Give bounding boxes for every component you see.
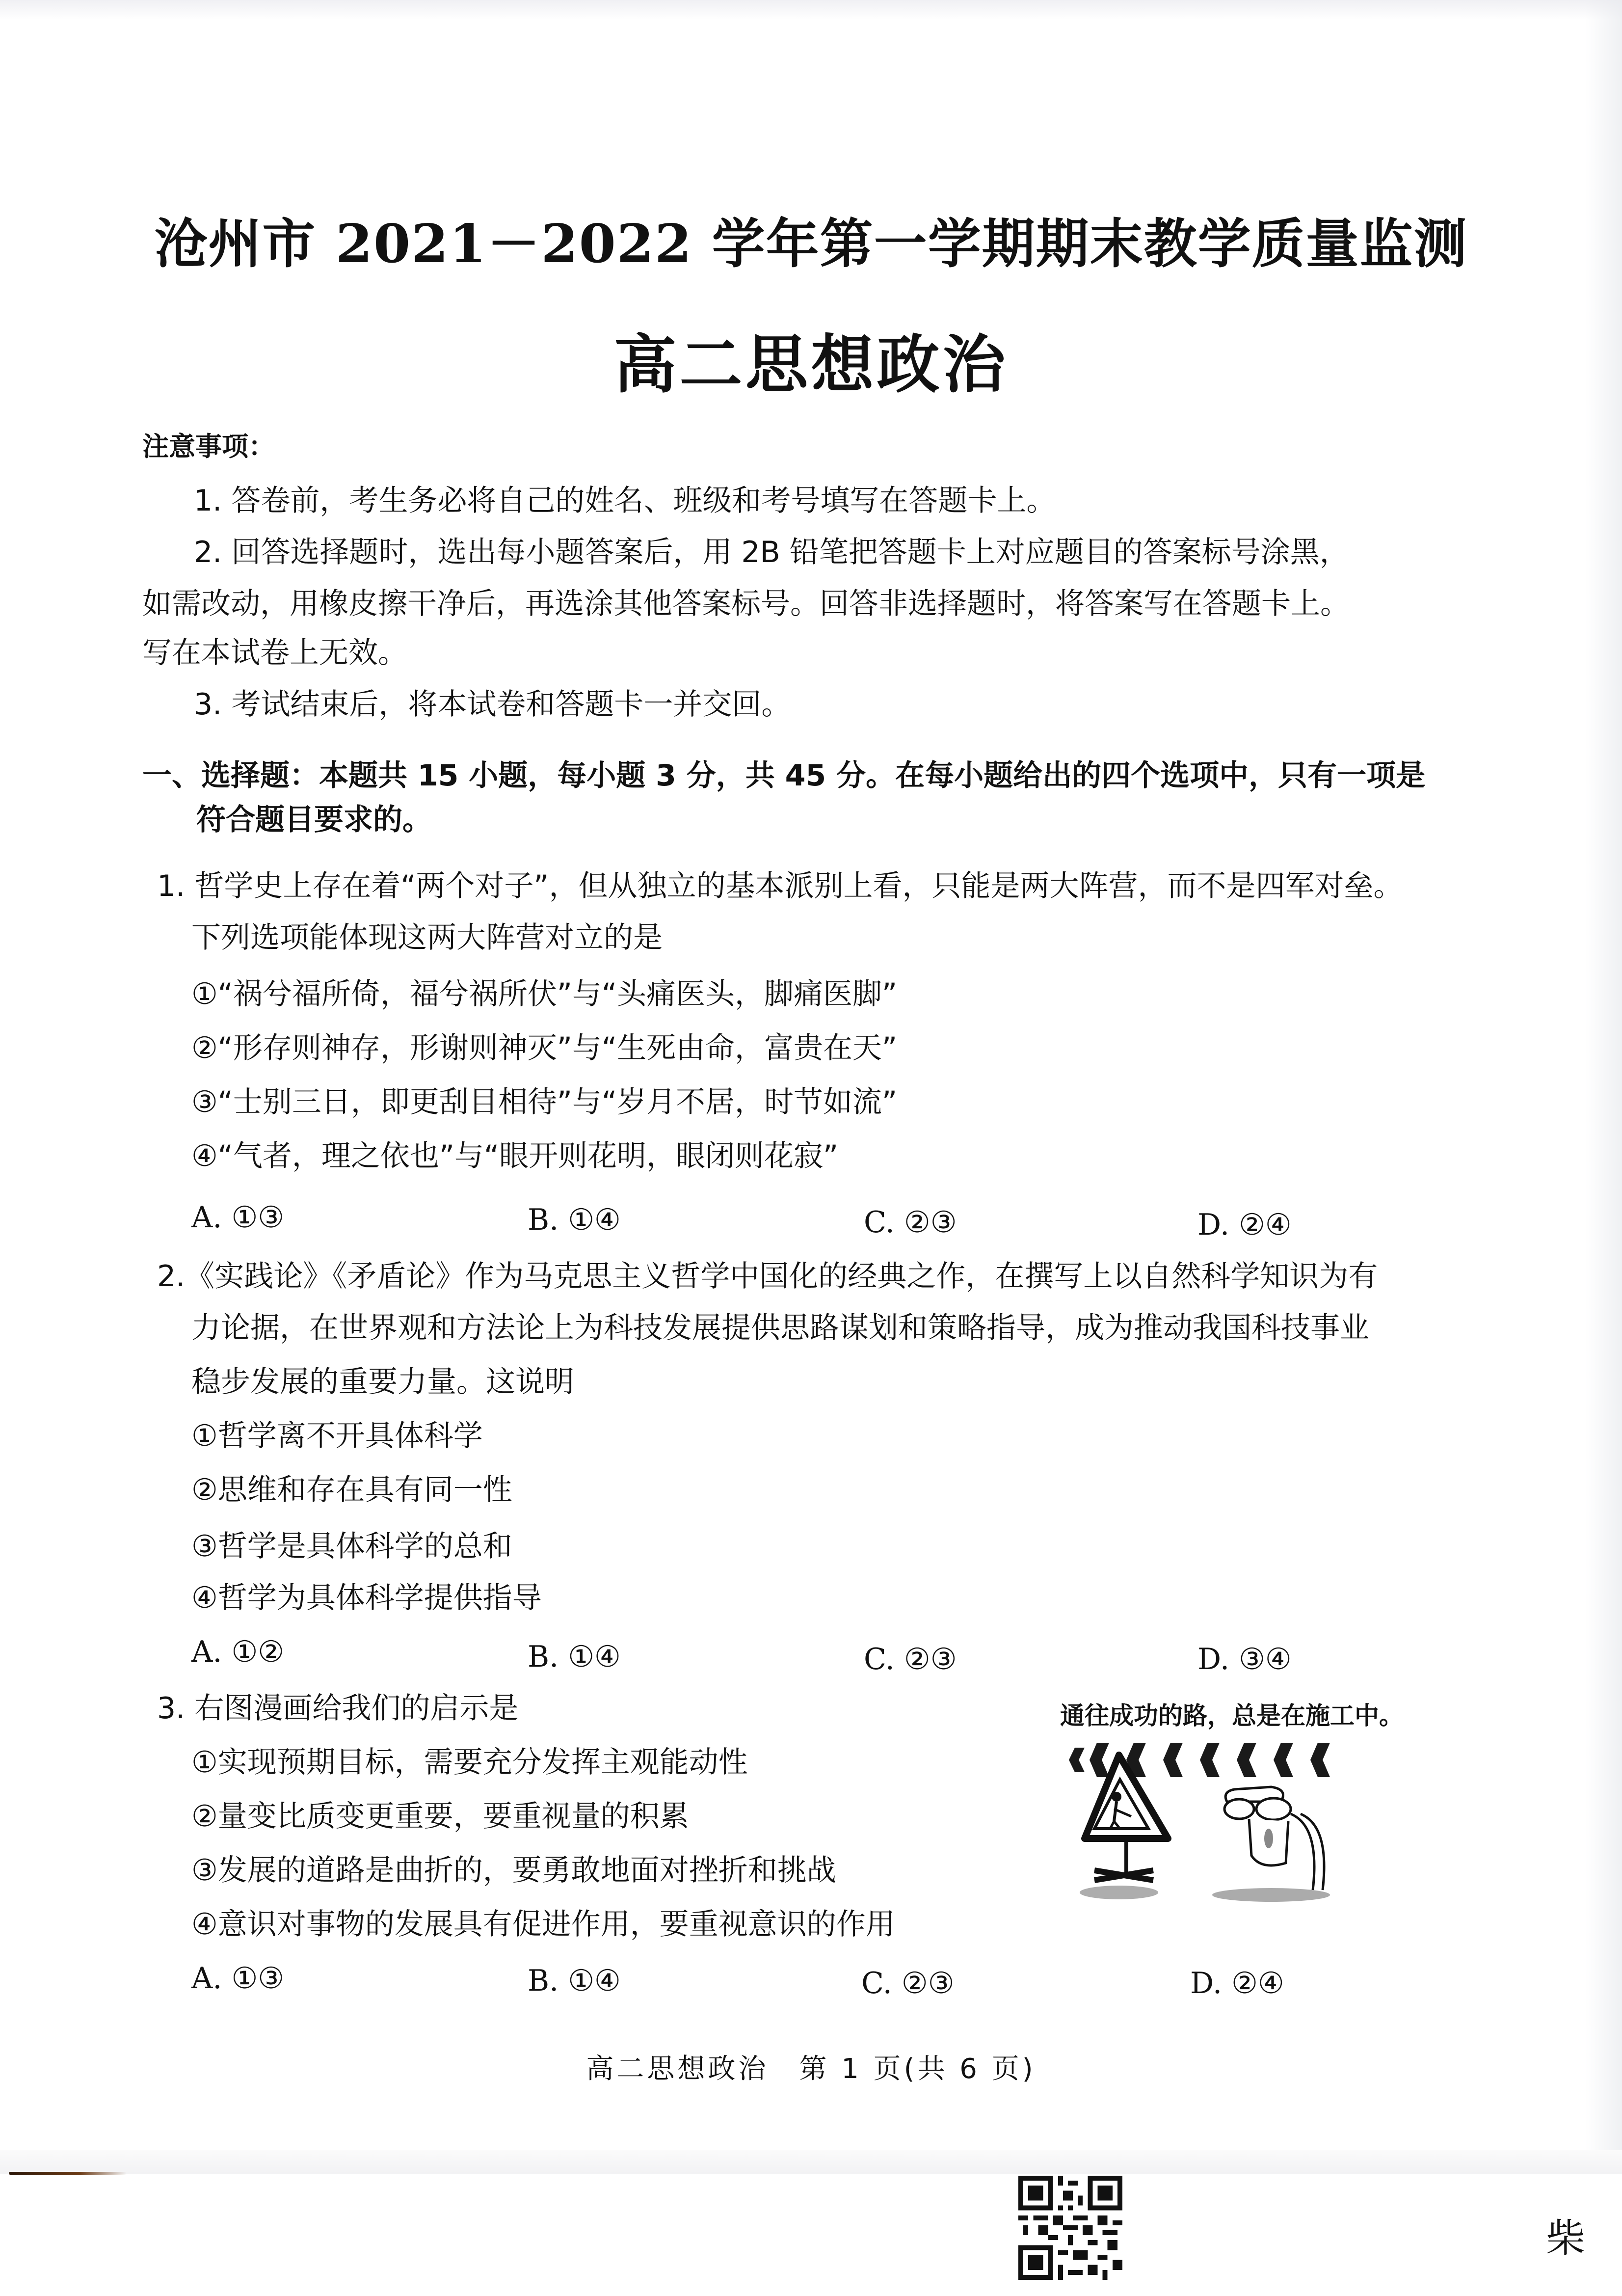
option-c[interactable]: C. ②③ <box>864 1205 957 1240</box>
corner-mark: 柴 <box>1546 2215 1585 2261</box>
notice-item-2-cont2: 写在本试卷上无效。 <box>142 636 407 670</box>
statement: ①“祸兮福所倚，福兮祸所伏”与“头痛医头，脚痛医脚” <box>191 977 898 1011</box>
statement: ④“气者，理之依也”与“眼开则花明，眼闭则花寂” <box>191 1139 839 1173</box>
page-boundary <box>0 2150 1622 2174</box>
statement: ②思维和存在具有同一性 <box>191 1473 512 1507</box>
scan-edge-top <box>0 0 1622 20</box>
page-boundary-line <box>9 2172 127 2175</box>
question-stem-cont: 力论据，在世界观和方法论上为科技发展提供思路谋划和策略指导，成为推动我国科技事业 <box>191 1311 1369 1345</box>
statement: ②量变比质变更重要，要重视量的积累 <box>191 1799 689 1834</box>
statement: ③发展的道路是曲折的，要勇敢地面对挫折和挑战 <box>191 1853 836 1888</box>
option-d[interactable]: D. ③④ <box>1197 1642 1292 1676</box>
notice-item-2: 2. 回答选择题时，选出每小题答案后，用 2B 铅笔把答题卡上对应题目的答案标号涂黑， <box>194 535 1349 569</box>
statement: ①实现预期目标，需要充分发挥主观能动性 <box>191 1745 748 1780</box>
option-a[interactable]: A. ①② <box>191 1635 285 1669</box>
question-stem-cont: 下列选项能体现这两大阵营对立的是 <box>191 920 663 955</box>
option-b[interactable]: B. ①④ <box>528 1203 621 1237</box>
option-b[interactable]: B. ①④ <box>528 1640 621 1674</box>
statement: ④哲学为具体科学提供指导 <box>191 1581 542 1615</box>
section-heading: 一、选择题：本题共 15 小题，每小题 3 分，共 45 分。在每小题给出的四个选项中，只有一项是 <box>142 758 1426 793</box>
notice-heading: 注意事项： <box>142 431 275 462</box>
notice-item-2-cont: 如需改动，用橡皮擦干净后，再选涂其他答案标号。回答非选择题时，将答案写在答题卡上。 <box>142 587 1350 621</box>
question-stem-cont: 稳步发展的重要力量。这说明 <box>191 1365 574 1399</box>
option-a[interactable]: A. ①③ <box>191 1961 285 1996</box>
question-stem: 2.《实践论》《矛盾论》作为马克思主义哲学中国化的经典之作，在撰写上以自然科学知识为有 <box>157 1259 1378 1294</box>
qr-code-icon <box>1018 2176 1122 2280</box>
question-stem: 1. 哲学史上存在着“两个对子”，但从独立的基本派别上看，只能是两大阵营，而不是四军对垒。 <box>157 869 1403 903</box>
exam-title: 沧州市 2021－2022 学年第一学期期末教学质量监测 <box>154 213 1468 275</box>
option-d[interactable]: D. ②④ <box>1190 1966 1284 2000</box>
option-c[interactable]: C. ②③ <box>864 1642 957 1676</box>
statement: ③“士别三日，即更刮目相待”与“岁月不居，时节如流” <box>191 1085 898 1119</box>
statement: ①哲学离不开具体科学 <box>191 1419 483 1453</box>
section-heading-cont: 符合题目要求的。 <box>196 803 432 837</box>
option-d[interactable]: D. ②④ <box>1197 1208 1292 1242</box>
cartoon-caption: 通往成功的路，总是在施工中。 <box>1060 1702 1404 1730</box>
notice-item-1: 1. 答卷前，考生务必将自己的姓名、班级和考号填写在答题卡上。 <box>194 484 1056 518</box>
question-stem: 3. 右图漫画给我们的启示是 <box>157 1691 519 1726</box>
statement: ④意识对事物的发展具有促进作用，要重视意识的作用 <box>191 1907 895 1942</box>
option-b[interactable]: B. ①④ <box>528 1964 621 1998</box>
statement: ②“形存则神存，形谢则神灭”与“生死由命，富贵在天” <box>191 1031 898 1065</box>
option-a[interactable]: A. ①③ <box>191 1200 285 1235</box>
statement: ③哲学是具体科学的总和 <box>191 1529 512 1564</box>
cartoon-construction-icon <box>1065 1728 1369 1915</box>
subject-title: 高二思想政治 <box>613 328 1009 402</box>
page-footer: 高二思想政治 第 1 页(共 6 页) <box>586 2053 1036 2085</box>
option-c[interactable]: C. ②③ <box>861 1966 955 2000</box>
notice-item-3: 3. 考试结束后，将本试卷和答题卡一并交回。 <box>194 687 791 722</box>
